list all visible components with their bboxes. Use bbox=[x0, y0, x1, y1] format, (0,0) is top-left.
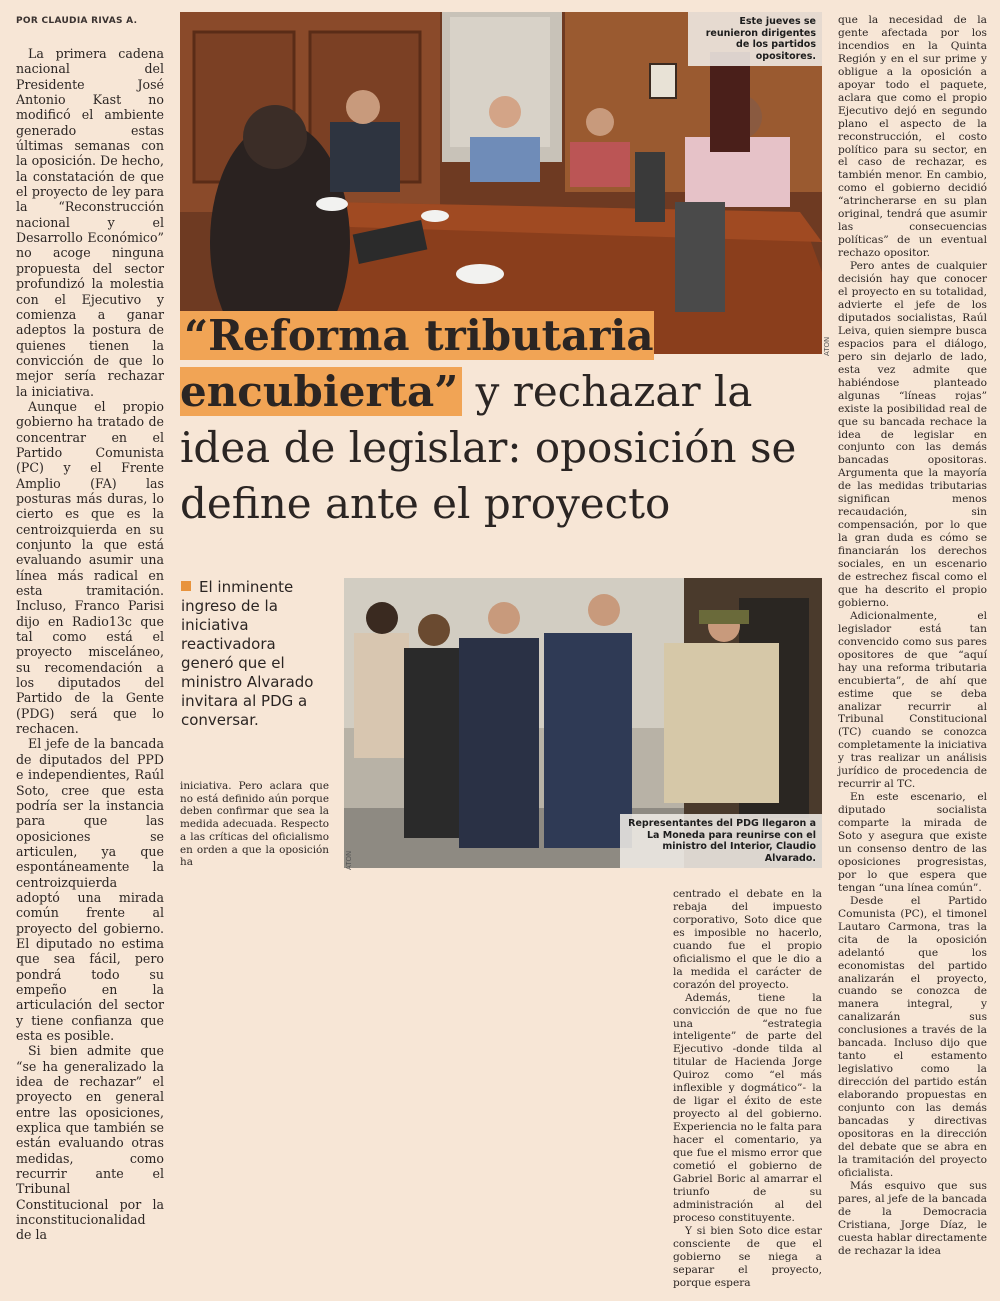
meeting-photo bbox=[180, 12, 822, 354]
col2-paragraph: iniciativa. Pero aclara que no está definido aún porque deben confirmar que sea la medida adecuada. Respecto a las críticas del oficialismo en orden a que la oposición ha bbox=[180, 780, 329, 869]
col4-paragraph: Más esquivo que sus pares, al jefe de la bancada de la Democracia Cristiana, Jorge Díaz, le cuesta hablar directamente de rechazar la idea bbox=[838, 1179, 987, 1257]
square-bullet-icon bbox=[181, 581, 191, 591]
byline: POR CLAUDIA RIVAS A. bbox=[16, 16, 138, 26]
headline bbox=[180, 308, 820, 532]
pdg-photo bbox=[344, 578, 822, 868]
col1-paragraph: La primera cadena nacional del Presidente José Antonio Kast no modificó el ambiente generado estas últimas semanas con la oposición. De hecho, la constatación de que el proyecto de ley para la “Reconstrucción nacional y el Desarrollo Económico” no acoge ninguna propuesta del sector profundizó la molestia con el Ejecutivo y comienza a ganar adeptos la postura de quienes tienen la convicción de que lo mejor sería rechazar la iniciativa. bbox=[16, 46, 164, 399]
col1-paragraph: Si bien admite que “se ha generalizado la idea de rechazar” el proyecto en general entre las oposiciones, explica que también se están evaluando otras medidas, como recurrir ante el Tribunal Constitucional por la inconstitucionalidad de la bbox=[16, 1043, 164, 1243]
photo-credit: ATON bbox=[345, 850, 353, 870]
column-1 bbox=[16, 46, 164, 1243]
column-3 bbox=[673, 888, 822, 1290]
photo-credit: ATON bbox=[823, 336, 831, 356]
col1-paragraph: Aunque el propio gobierno ha tratado de concentrar en el Partido Comunista (PC) y el Frente Amplio (FA) las posturas más duras, lo cierto es que es la centroizquierda en su conjunto la que está evaluando asumir una línea más radical en esta tramitación. Incluso, Franco Parisi dijo en Radio13c que tal como está el proyecto misceláneo, su recomendación a los diputados del Partido de la Gente (PDG) será que lo rechacen. bbox=[16, 398, 164, 737]
headline-rest: y rechazar la idea de legislar: oposición se define ante el proyecto bbox=[180, 367, 797, 528]
col3-paragraph: centrado el debate en la rebaja del impuesto corporativo, Soto dice que es imposible no hacerlo, cuando fue el propio oficialismo el que le dio a la medida el carácter de corazón del proyecto. bbox=[673, 888, 822, 991]
col3-paragraph: Y si bien Soto dice estar consciente de que el gobierno se niega a separar el proyecto, porque espera bbox=[673, 1224, 822, 1289]
col4-paragraph: Desde el Partido Comunista (PC), el timonel Lautaro Carmona, tras la cita de la oposición adelantó que los economistas del partido analizarán el proyecto, cuando se conozca de manera integral, y canalizarán sus conclusiones a través de la bancada. Incluso dijo que tanto el estamento legislativo como la dirección del partido están elaborando propuestas en conjunto con las demás bancadas y directivas opositoras en la dirección del debate que se abra en la tramitación del proyecto oficialista. bbox=[838, 894, 987, 1179]
col4-paragraph: Pero antes de cualquier decisión hay que conocer el proyecto en su totalidad, advierte el jefe de los diputados socialistas, Raúl Leiva, quien siempre busca espacios para el diálogo, pero sin dejarlo de lado, esta vez admite que habiéndose planteado algunas “líneas rojas” existe la posibilidad real de que su bancada rechace la idea de legislar en conjunto con las demás bancadas opositoras. Argumenta que la mayoría de las medidas tributarias significan menos recaudación, sin compensación, por lo que la gran duda es cómo se financiarán los derechos sociales, en un escenario de estrechez fiscal como el que ha descrito el propio gobierno. bbox=[838, 260, 987, 609]
col1-paragraph: El jefe de la bancada de diputados del PPD e independientes, Raúl Soto, cree que esta podría ser la instancia para que las oposiciones se articulen, ya que espontáneamente la centroizquierda adoptó una mirada común frente al proyecto del gobierno. El diputado no estima que sea fácil, pero pondrá todo su empeño en la articulación del sector y tiene confianza que esta es posible. bbox=[16, 736, 164, 1043]
photo-caption: Este jueves se reunieron dirigentes de los partidos opositores. bbox=[688, 12, 822, 66]
col4-paragraph: En este escenario, el diputado socialista comparte la mirada de Soto y asegura que existe un consenso dentro de las oposiciones progresistas, por lo que espera que tengan “una línea común”. bbox=[838, 791, 987, 894]
pull-quote-text: El inminente ingreso de la iniciativa reactivadora generó que el ministro Alvarado invitara al PDG a conversar. bbox=[181, 578, 314, 729]
column-2 bbox=[180, 780, 329, 869]
headline-highlight: “Reforma tributaria encubierta” bbox=[180, 311, 654, 416]
photo-caption: Representantes del PDG llegaron a La Moneda para reunirse con el ministro del Interior, Claudio Alvarado. bbox=[620, 814, 822, 868]
column-4 bbox=[838, 14, 987, 1258]
col3-paragraph: Además, tiene la convicción de que no fue una “estrategia inteligente” de parte del Ejecutivo -donde tilda al titular de Hacienda Jorge Quiroz como “el más inflexible y dogmático”- la de ligar el éxito de este proyecto al del gobierno. Experiencia no le falta para hacer el comentario, ya que fue el mismo error que cometió el gobierno de Gabriel Boric al amarrar el triunfo de su administración al del proceso constituyente. bbox=[673, 991, 822, 1224]
col4-paragraph: Adicionalmente, el legislador está tan convencido como sus pares opositores de que “aquí hay una reforma tributaria encubierta”, de ahí que estime que se deba analizar recurrir al Tribunal Constitucional (TC) cuando se conozca completamente la iniciativa y tras realizar un análisis jurídico de procedencia de recurrir al TC. bbox=[838, 609, 987, 791]
pull-quote bbox=[181, 578, 331, 730]
col4-paragraph: que la necesidad de la gente afectada por los incendios en la Quinta Región y en el sur prime y obligue a la oposición a apoyar todo el paquete, aclara que como el propio Ejecutivo dejó en segundo plano el aspecto de la reconstrucción, el costo político para su sector, en el caso de rechazar, es también menor. En cambio, como el gobierno decidió “atrincherarse en su plan original, tendrá que asumir las consecuencias políticas” de un eventual rechazo opositor. bbox=[838, 14, 987, 260]
